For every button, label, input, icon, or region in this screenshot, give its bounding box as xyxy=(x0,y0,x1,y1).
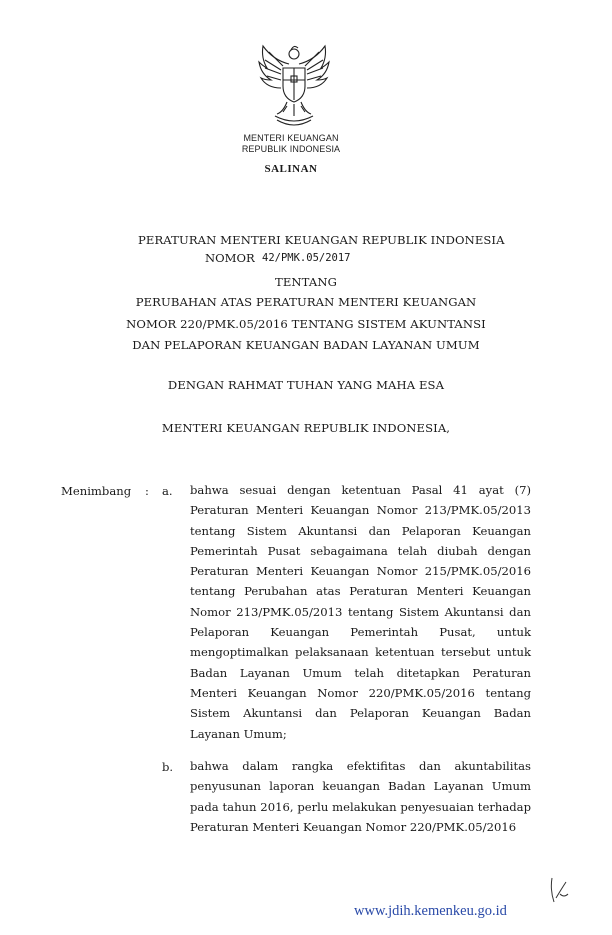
considering-label: Menimbang xyxy=(61,484,132,498)
considering-colon: : xyxy=(145,484,149,498)
considering-item-a: bahwa sesuai dengan ketentuan Pasal 41 ayat (7) Peraturan Menteri Keuangan Nomor 213/PMK.05/2013 tentang Sistem Akuntansi dan Pelaporan Keuangan Pemerintah Pusat sebagaimana telah diubah dengan Peraturan Menteri Keuangan Nomor 215/PMK.05/2016 tentang Perubahan atas Peraturan Menteri Keuangan Nomor 213/PMK.05/2013 tentang Sistem Akuntansi dan Pelaporan Keuangan Pemerintah Pusat, untuk mengoptimalkan pelaksanaan ketentuan tersebut untuk Badan Layanan Umum telah ditetapkan Peraturan Menteri Keuangan Nomor 220/PMK.05/2016 tentang Sistem Akuntansi dan Pelaporan Keuangan Badan Layanan Umum; xyxy=(190,483,531,741)
considering-item-b: bahwa dalam rangka efektifitas dan akuntabilitas penyusunan laporan keuangan Badan Layanan Umum pada tahun 2016, perlu melakukan penyesuaian terhadap Peraturan Menteri Keuangan Nomor 220/PMK.05/2016 xyxy=(190,759,531,834)
invocation: DENGAN RAHMAT TUHAN YANG MAHA ESA xyxy=(167,378,445,392)
regulation-title: PERATURAN MENTERI KEUANGAN REPUBLIK INDONESIA xyxy=(138,233,505,247)
institution-name: MENTERI KEUANGAN xyxy=(243,133,339,143)
handwritten-initial-mark xyxy=(548,876,570,906)
institution-country: REPUBLIK INDONESIA xyxy=(241,144,341,154)
footer-url-link[interactable]: www.jdih.kemenkeu.go.id xyxy=(354,903,507,919)
garuda-emblem-icon xyxy=(253,42,335,130)
item-letter: b. xyxy=(162,760,174,774)
item-letter: a. xyxy=(162,484,173,498)
subject-line-3: DAN PELAPORAN KEUANGAN BADAN LAYANAN UMUM xyxy=(132,338,480,352)
regulation-number-label: NOMOR xyxy=(205,251,255,265)
copy-label: SALINAN xyxy=(264,163,318,175)
subject-line-2: NOMOR 220/PMK.05/2016 TENTANG SISTEM AKUNTANSI xyxy=(126,317,486,331)
regulation-number: 42/PMK.05/2017 xyxy=(262,252,351,264)
subject-line-1: PERUBAHAN ATAS PERATURAN MENTERI KEUANGAN xyxy=(135,295,477,309)
tentang-label: TENTANG xyxy=(275,275,337,289)
issuer: MENTERI KEUANGAN REPUBLIK INDONESIA, xyxy=(161,421,451,435)
